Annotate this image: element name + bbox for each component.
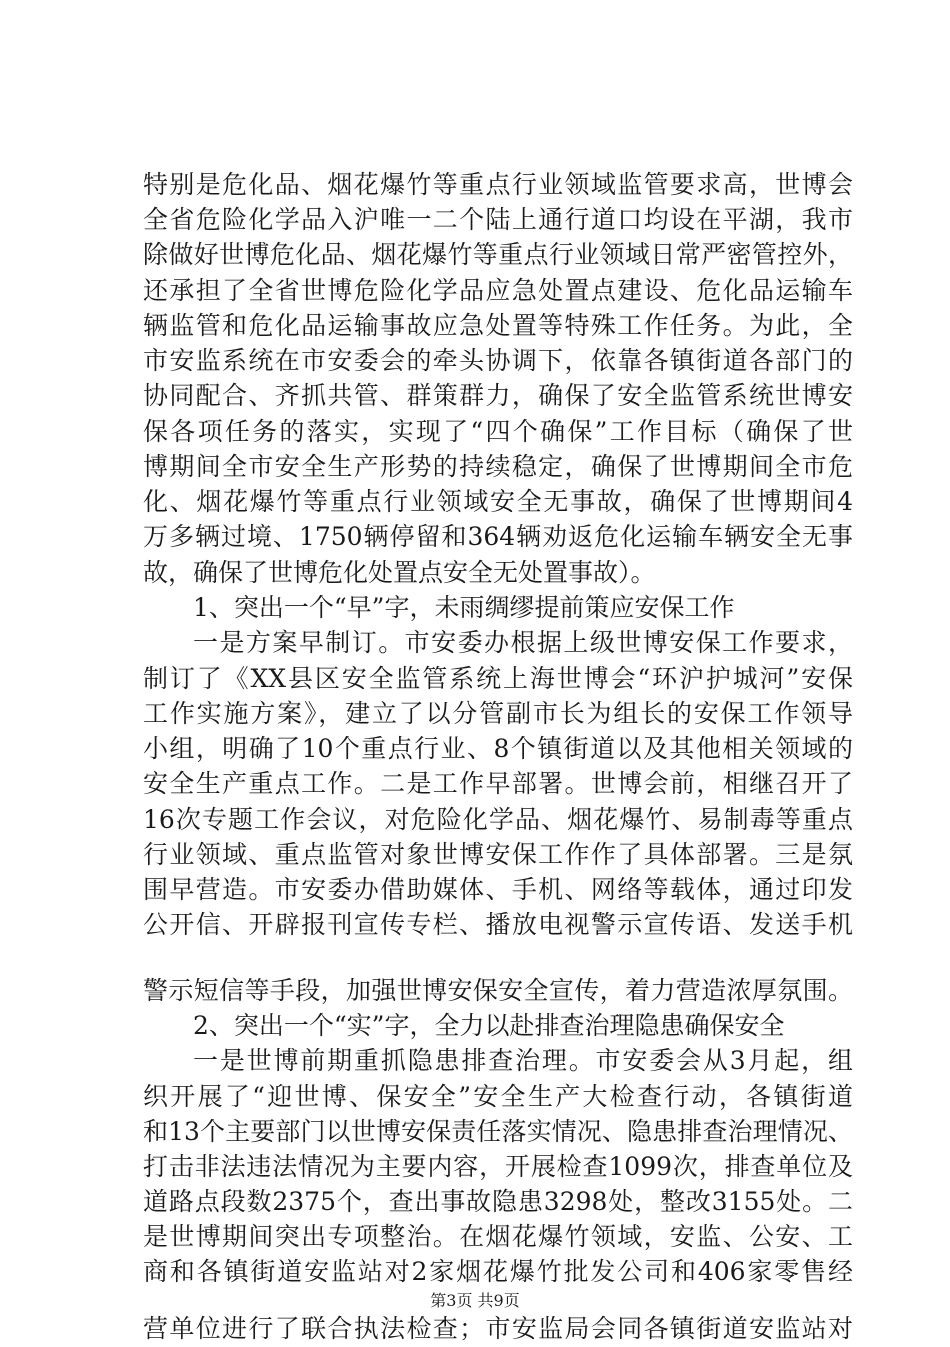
- text-line: 织开展了“迎世博、保安全”安全生产大检查行动，各镇街道: [143, 1082, 853, 1111]
- text-line: 围早营造。市安委办借助媒体、手机、网络等载体，通过印发: [143, 875, 853, 904]
- text-line: 全省危险化学品入沪唯一二个陆上通行道口均设在平湖，我市: [143, 205, 853, 234]
- text-line: 特别是危化品、烟花爆竹等重点行业领域监管要求高，世博会: [143, 170, 853, 199]
- text-line: 市安监系统在市安委会的牵头协调下，依靠各镇街道各部门的: [143, 346, 853, 375]
- text-line: 一是方案早制订。市安委办根据上级世博安保工作要求，: [193, 628, 853, 657]
- text-line: 营单位进行了联合执法检查；市安监局会同各镇街道安监站对: [143, 1314, 853, 1343]
- text-line: 安全生产重点工作。二是工作早部署。世博会前，相继召开了: [143, 769, 853, 798]
- page-number-footer: 第3页 共9页: [430, 1291, 520, 1310]
- section-heading: 1、突出一个“早”字，未雨绸缪提前策应安保工作: [193, 593, 735, 622]
- text-line: 保各项任务的落实，实现了“四个确保”工作目标（确保了世: [143, 417, 853, 446]
- text-line: 博期间全市安全生产形势的持续稳定，确保了世博期间全市危: [143, 452, 853, 481]
- text-line: 万多辆过境、1750辆停留和364辆劝返危化运输车辆安全无事: [143, 522, 853, 551]
- text-line: 辆监管和危化品运输事故应急处置等特殊工作任务。为此，全: [143, 311, 853, 340]
- text-line: 打击非法违法情况为主要内容，开展检查1099次，排查单位及: [143, 1152, 853, 1181]
- text-line: 故，确保了世博危化处置点安全无处置事故）。: [143, 558, 656, 587]
- text-line: 警示短信等手段，加强世博安保安全宣传，着力营造浓厚氛围。: [143, 976, 853, 1005]
- text-line: 小组，明确了10个重点行业、8个镇街道以及其他相关领域的: [143, 734, 853, 763]
- text-line: 工作实施方案》，建立了以分管副市长为组长的安保工作领导: [143, 699, 853, 728]
- text-line: 协同配合、齐抓共管、群策群力，确保了安全监管系统世博安: [143, 381, 853, 410]
- text-line: 还承担了全省世博危险化学品应急处置点建设、危化品运输车: [143, 276, 853, 305]
- text-line: 公开信、开辟报刊宣传专栏、播放电视警示宣传语、发送手机: [143, 910, 853, 939]
- text-line: 16次专题工作会议，对危险化学品、烟花爆竹、易制毒等重点: [143, 805, 853, 834]
- text-line: 一是世博前期重抓隐患排查治理。市安委会从3月起，组: [193, 1046, 853, 1075]
- text-line: 是世博期间突出专项整治。在烟花爆竹领域，安监、公安、工: [143, 1222, 853, 1251]
- text-line: 商和各镇街道安监站对2家烟花爆竹批发公司和406家零售经: [143, 1257, 853, 1286]
- text-line: 和13个主要部门以世博安保责任落实情况、隐患排查治理情况、: [143, 1117, 853, 1146]
- text-line: 道路点段数2375个，查出事故隐患3298处，整改3155处。二: [143, 1187, 853, 1216]
- text-line: 制订了《XX县区安全监管系统上海世博会“环沪护城河”安保: [143, 664, 853, 693]
- text-line: 行业领域、重点监管对象世博安保工作作了具体部署。三是氛: [143, 840, 853, 869]
- section-heading: 2、突出一个“实”字，全力以赴排查治理隐患确保安全: [193, 1011, 785, 1040]
- text-line: 化、烟花爆竹等重点行业领域安全无事故，确保了世博期间4: [143, 487, 853, 516]
- text-line: 除做好世博危化品、烟花爆竹等重点行业领域日常严密管控外，: [143, 240, 853, 269]
